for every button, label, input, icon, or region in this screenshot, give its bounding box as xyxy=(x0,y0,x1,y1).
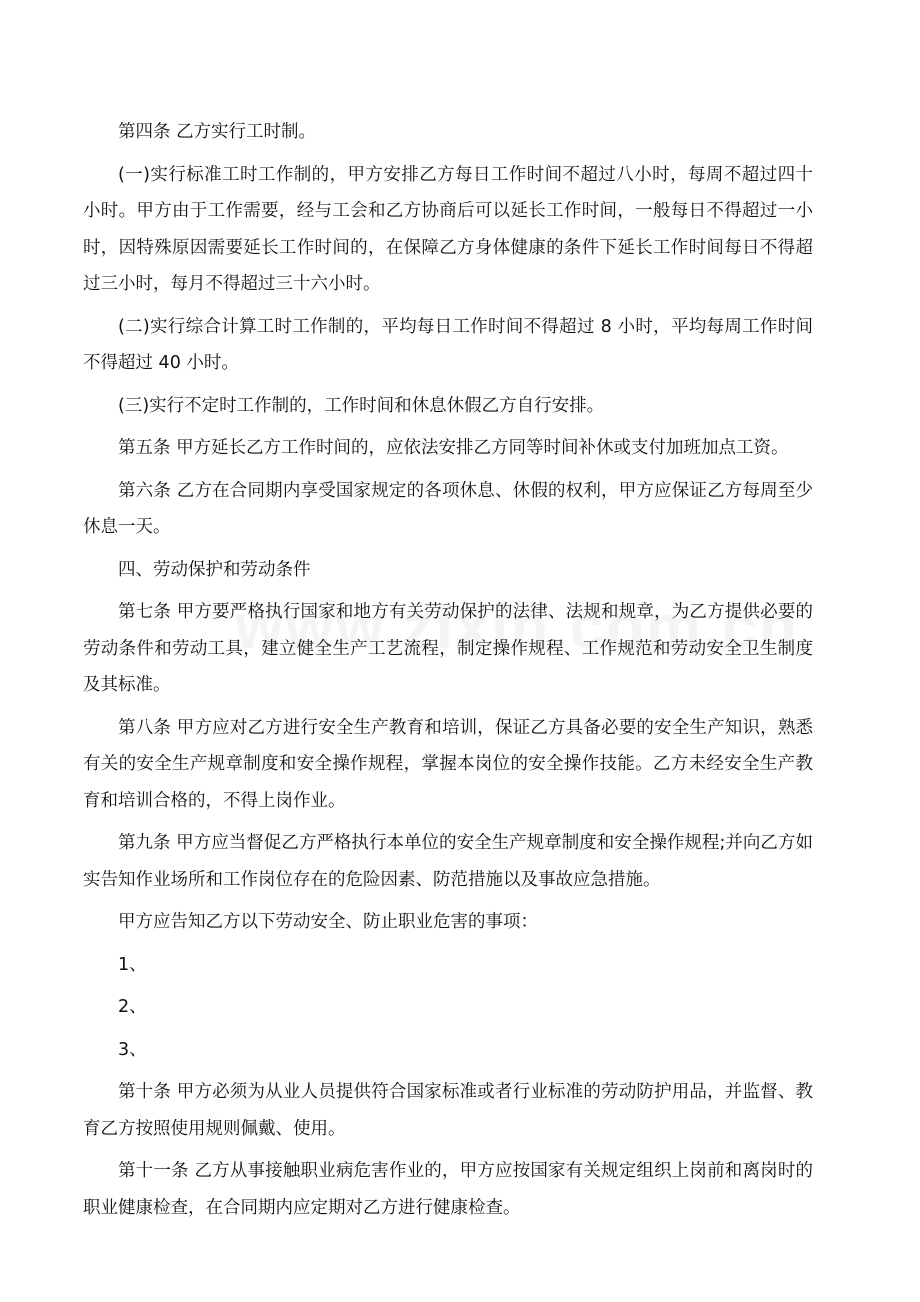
paragraph-article-8: 第八条 甲方应对乙方进行安全生产教育和培训，保证乙方具备必要的安全生产知识，熟悉有关的安全生产规章制度和安全操作规程，掌握本岗位的安全操作技能。乙方未经安全生产教育和培训合格的，不得上岗作业。 xyxy=(83,717,813,811)
paragraph-article-4: 第四条 乙方实行工时制。 xyxy=(118,122,317,142)
paragraph-article-9: 第九条 甲方应当督促乙方严格执行本单位的安全生产规章制度和安全操作规程;并向乙方如实告知作业场所和工作岗位存在的危险因素、防范措施以及事故应急措施。 xyxy=(83,833,813,890)
section-heading-labor-protection: 四、劳动保护和劳动条件 xyxy=(118,559,311,580)
paragraph-flexible-hours: (三)实行不定时工作制的，工作时间和休息休假乙方自行安排。 xyxy=(118,395,605,416)
paragraph-article-11: 第十一条 乙方从事接触职业病危害作业的，甲方应按国家有关规定组织上岗前和离岗时的职业健康检查，在合同期内应定期对乙方进行健康检查。 xyxy=(83,1161,813,1218)
paragraph-standard-hours: (一)实行标准工时工作制的，甲方安排乙方每日工作时间不超过八小时，每周不超过四十小时。甲方由于工作需要，经与工会和乙方协商后可以延长工作时间，一般每日不得超过一小时，因特殊原因需要延长工作时间的，在保障乙方身体健康的条件下延长工作时间每日不得超过三小时，每月不得超过三十六小时。 xyxy=(83,164,813,294)
paragraph-article-6: 第六条 乙方在合同期内享受国家规定的各项休息、休假的权利，甲方应保证乙方每周至少休息一天。 xyxy=(83,480,813,537)
list-item-2: 2、 xyxy=(118,997,147,1017)
list-item-3: 3、 xyxy=(118,1039,147,1060)
paragraph-article-7: 第七条 甲方要严格执行国家和地方有关劳动保护的法律、法规和规章，为乙方提供必要的劳动条件和劳动工具，建立健全生产工艺流程，制定操作规程、工作规范和劳动安全卫生制度及其标准。 xyxy=(83,602,813,695)
list-item-1: 1、 xyxy=(118,954,147,975)
paragraph-comprehensive-hours: (二)实行综合计算工时工作制的，平均每日工作时间不得超过 8 小时，平均每周工作时间不得超过 40 小时。 xyxy=(83,316,813,373)
paragraph-article-10: 第十条 甲方必须为从业人员提供符合国家标准或者行业标准的劳动防护用品，并监督、教育乙方按照使用规则佩戴、使用。 xyxy=(83,1082,813,1139)
document-body xyxy=(83,114,813,1232)
paragraph-notice-items: 甲方应告知乙方以下劳动安全、防止职业危害的事项： xyxy=(118,912,538,932)
paragraph-article-5: 第五条 甲方延长乙方工作时间的，应依法安排乙方同等时间补休或支付加班加点工资。 xyxy=(118,438,789,458)
